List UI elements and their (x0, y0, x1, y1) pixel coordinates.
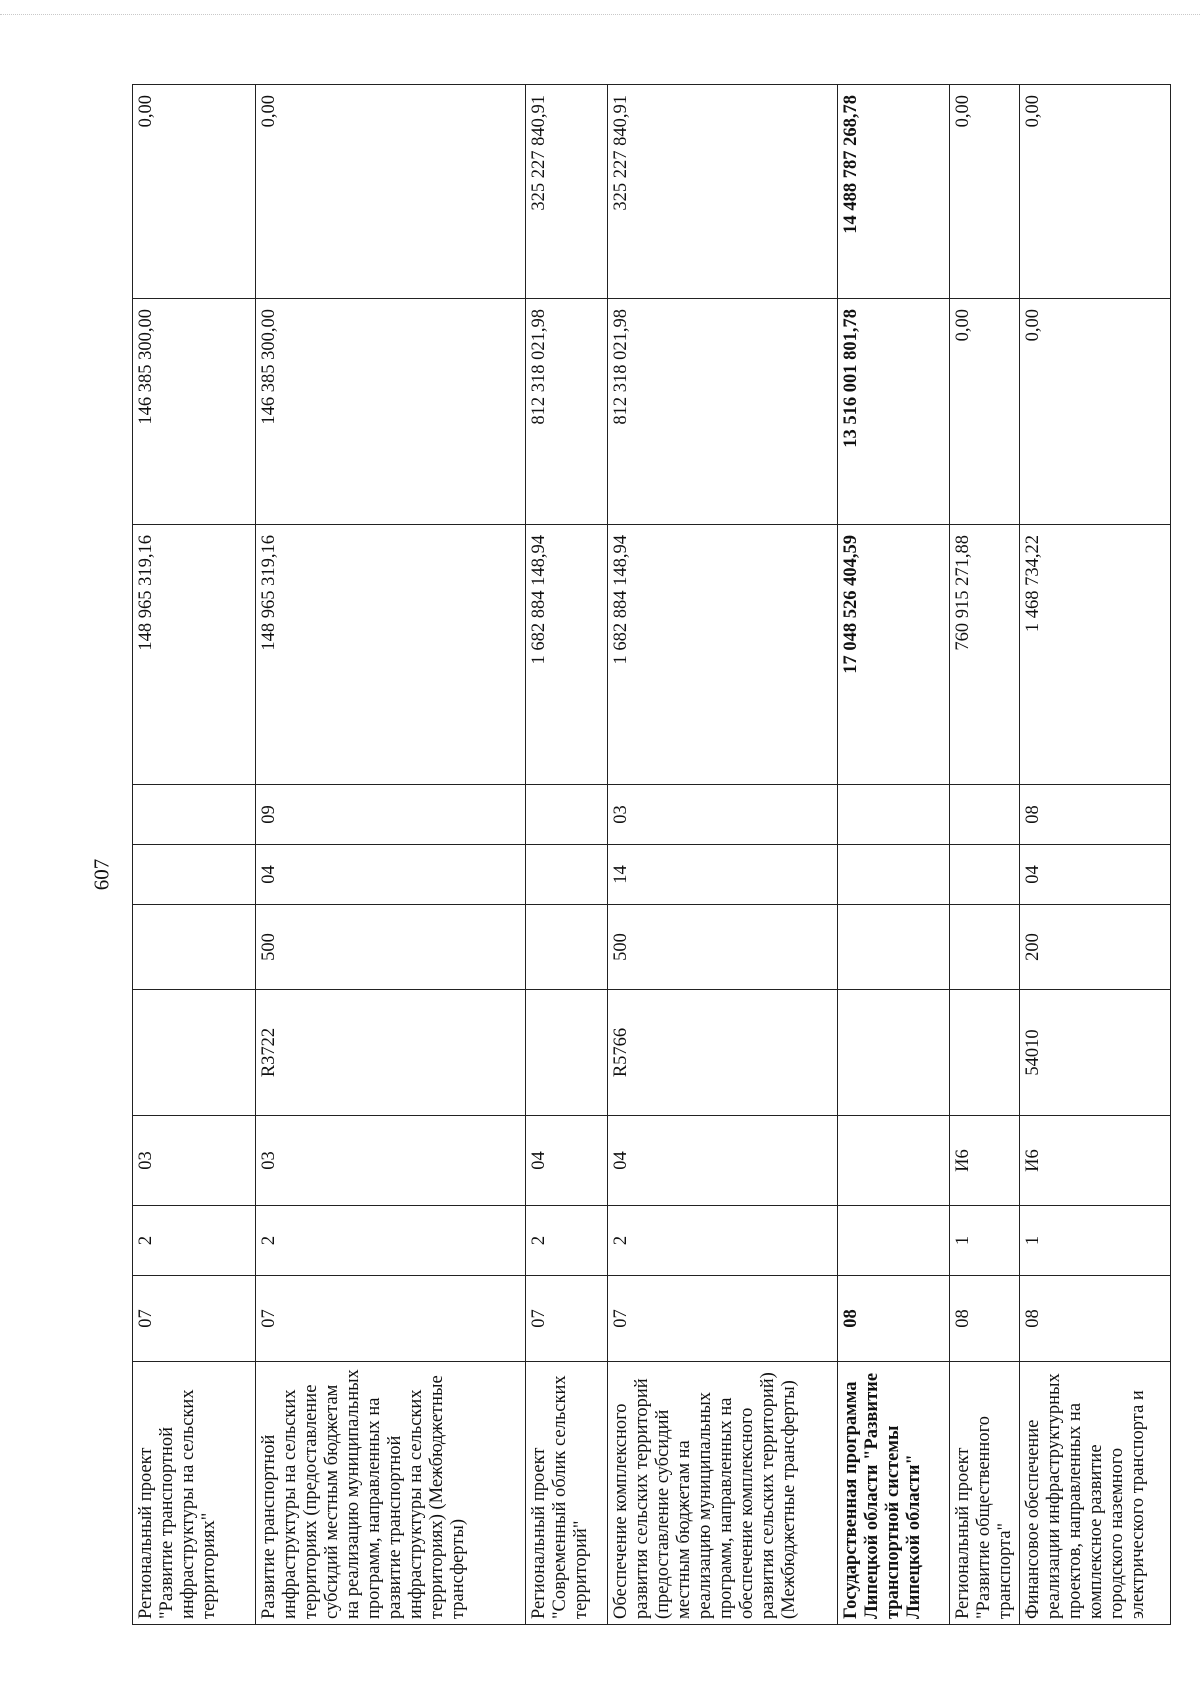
cell-program-code: 08 (838, 1276, 950, 1362)
cell-amount-year-1: 760 915 271,88 (950, 525, 1020, 785)
cell-subprogram-code: 2 (608, 1206, 838, 1276)
table-row (526, 85, 608, 1625)
row-name: Финансовое обеспечение реализации инфраструктурных проектов, направленных на комплексное развитие городского наземного электрического транспорта и (1020, 1362, 1171, 1625)
cell-expense-type: 200 (1020, 905, 1171, 990)
cell-project-code: 04 (526, 1116, 608, 1206)
cell-amount-year-2: 812 318 021,98 (608, 299, 838, 525)
rotated-table-wrapper (132, 85, 1148, 1625)
cell-program-code: 08 (1020, 1276, 1171, 1362)
cell-amount-year-3: 325 227 840,91 (526, 85, 608, 299)
cell-amount-year-3: 0,00 (1020, 85, 1171, 299)
scan-top-edge (0, 14, 1200, 15)
cell-section (526, 845, 608, 905)
cell-program-code: 07 (133, 1276, 256, 1362)
cell-direction-code (950, 990, 1020, 1116)
cell-amount-year-3: 325 227 840,91 (608, 85, 838, 299)
row-name: Региональный проект "Развитие транспортной инфраструктуры на сельских территориях" (133, 1362, 256, 1625)
cell-expense-type (526, 905, 608, 990)
cell-amount-year-1: 1 468 734,22 (1020, 525, 1171, 785)
cell-subsection (950, 785, 1020, 845)
cell-expense-type: 500 (608, 905, 838, 990)
cell-subsection (838, 785, 950, 845)
row-name: Обеспечение комплексного развития сельских территорий (предоставление субсидий местным бюджетам на реализацию муниципальных программ, направленных на обеспечение комплексного развития сельских территорий) (Межбюджетные трансферты) (608, 1362, 838, 1625)
budget-table (132, 84, 1171, 1625)
cell-direction-code: 54010 (1020, 990, 1171, 1116)
table-row (256, 85, 526, 1625)
table-row (1020, 85, 1171, 1625)
cell-subprogram-code (838, 1206, 950, 1276)
table-row (838, 85, 950, 1625)
cell-direction-code: R5766 (608, 990, 838, 1116)
cell-project-code: 04 (608, 1116, 838, 1206)
table-row (133, 85, 256, 1625)
cell-section (838, 845, 950, 905)
cell-section: 04 (1020, 845, 1171, 905)
cell-amount-year-3: 0,00 (133, 85, 256, 299)
cell-amount-year-3: 0,00 (950, 85, 1020, 299)
cell-program-code: 08 (950, 1276, 1020, 1362)
cell-project-code: 03 (256, 1116, 526, 1206)
cell-subprogram-code: 1 (950, 1206, 1020, 1276)
cell-expense-type (133, 905, 256, 990)
cell-direction-code: R3722 (256, 990, 526, 1116)
cell-section: 04 (256, 845, 526, 905)
cell-expense-type (950, 905, 1020, 990)
cell-subprogram-code: 2 (256, 1206, 526, 1276)
cell-amount-year-1: 17 048 526 404,59 (838, 525, 950, 785)
cell-amount-year-1: 148 965 319,16 (256, 525, 526, 785)
row-name: Региональный проект "Развитие общественного транспорта" (950, 1362, 1020, 1625)
cell-subsection: 09 (256, 785, 526, 845)
cell-program-code: 07 (526, 1276, 608, 1362)
cell-program-code: 07 (256, 1276, 526, 1362)
cell-section: 14 (608, 845, 838, 905)
cell-section (133, 845, 256, 905)
cell-amount-year-3: 0,00 (256, 85, 526, 299)
page-number: 607 (89, 858, 114, 891)
cell-direction-code (838, 990, 950, 1116)
cell-amount-year-3: 14 488 787 268,78 (838, 85, 950, 299)
cell-project-code: 03 (133, 1116, 256, 1206)
cell-amount-year-2: 146 385 300,00 (133, 299, 256, 525)
cell-subprogram-code: 2 (133, 1206, 256, 1276)
cell-amount-year-2: 13 516 001 801,78 (838, 299, 950, 525)
cell-amount-year-2: 0,00 (950, 299, 1020, 525)
cell-direction-code (133, 990, 256, 1116)
cell-subprogram-code: 1 (1020, 1206, 1171, 1276)
cell-amount-year-1: 1 682 884 148,94 (608, 525, 838, 785)
cell-subsection: 08 (1020, 785, 1171, 845)
cell-expense-type (838, 905, 950, 990)
row-name: Региональный проект "Современный облик сельских территорий" (526, 1362, 608, 1625)
cell-amount-year-2: 0,00 (1020, 299, 1171, 525)
cell-amount-year-1: 1 682 884 148,94 (526, 525, 608, 785)
table-row (950, 85, 1020, 1625)
row-name: Государственная программа Липецкой области "Развитие транспортной системы Липецкой области" (838, 1362, 950, 1625)
cell-expense-type: 500 (256, 905, 526, 990)
cell-project-code: И6 (950, 1116, 1020, 1206)
cell-program-code: 07 (608, 1276, 838, 1362)
cell-amount-year-2: 812 318 021,98 (526, 299, 608, 525)
cell-subsection (133, 785, 256, 845)
cell-subprogram-code: 2 (526, 1206, 608, 1276)
cell-section (950, 845, 1020, 905)
cell-amount-year-1: 148 965 319,16 (133, 525, 256, 785)
cell-direction-code (526, 990, 608, 1116)
cell-project-code (838, 1116, 950, 1206)
table-row (608, 85, 838, 1625)
cell-subsection: 03 (608, 785, 838, 845)
row-name: Развитие транспортной инфраструктуры на сельских территориях (предоставление субсидий местным бюджетам на реализацию муниципальных программ, направленных на развитие транспортной инфраструктуры на сельских территориях) (Межбюджетные трансферты) (256, 1362, 526, 1625)
cell-subsection (526, 785, 608, 845)
cell-amount-year-2: 146 385 300,00 (256, 299, 526, 525)
cell-project-code: И6 (1020, 1116, 1171, 1206)
